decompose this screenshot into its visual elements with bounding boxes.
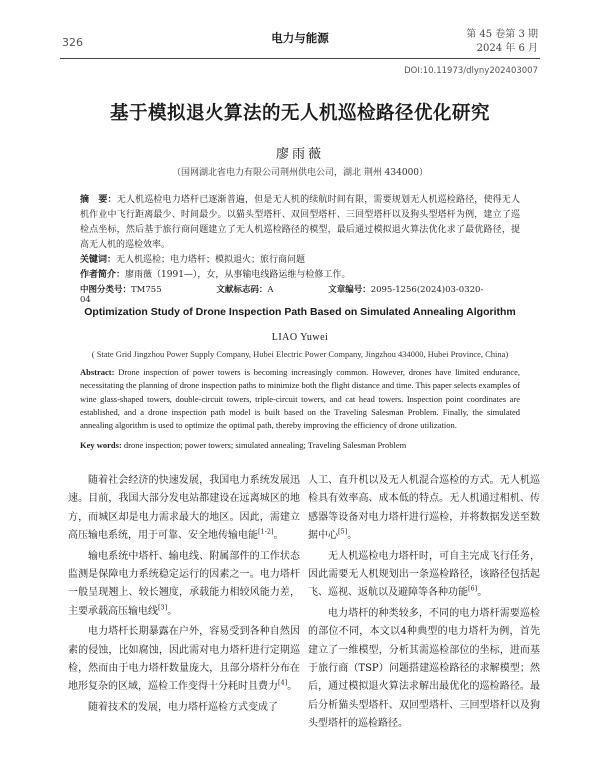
clc-value: TM755	[131, 285, 162, 295]
cn-keywords	[80, 253, 520, 268]
citation: [4]	[278, 679, 288, 688]
volume-issue: 第 45 卷第 3 期	[466, 29, 538, 40]
doi: DOI:10.11973/dlyny202403007	[404, 66, 538, 76]
body-column-right	[308, 472, 540, 736]
article-number-value: 2095-1256(2024)03-0320-04	[80, 285, 484, 305]
en-title: Optimization Study of Drone Inspection Path Based on Simulated Annealing Algorithm	[84, 306, 516, 318]
doc-code-label: 文献标志码：	[216, 285, 268, 295]
author-bio-label: 作者简介：	[80, 270, 126, 280]
clc-label: 中图分类号：	[80, 285, 132, 295]
journal-name: 电力与能源	[271, 31, 329, 45]
paper-title: 基于模拟退火算法的无人机巡检路径优化研究	[109, 103, 490, 124]
en-abstract	[80, 366, 520, 432]
paragraph: 电力塔杆的种类较多，不同的电力塔杆需要巡检的部位不同，本文以4种典型的电力塔杆为例，首先建立了一维模型，分析其需巡检部位的坐标，进而基于旅行商（TSP）问题搭建巡检路径的求解模型；然后，通过模拟退火算法求解出最优化的巡检路径。最后分析猫头型塔杆、双回型塔杆、三回型塔杆以及狗头型塔杆的巡检路径。	[308, 607, 540, 730]
paragraph: 电力塔杆长期暴露在户外，容易受到各种自然因素的侵蚀，比如腐蚀，因此需对电力塔杆进行定期巡检，然而由于电力塔杆数量庞大，且部分塔杆分布在地形复杂的区域，巡检工作变得十分耗时且费力[4]。	[68, 626, 300, 693]
author-bio-text: 廖雨薇（1991—），女，从事输电线路运维与检修工作。	[125, 270, 351, 280]
en-keywords	[80, 439, 520, 452]
page-number: 326	[62, 36, 83, 49]
cn-keywords-block	[80, 253, 520, 283]
citation: [3]	[158, 603, 168, 612]
paragraph: 随着技术的发展，电力塔杆巡检方式变成了	[88, 701, 278, 713]
en-keywords-label: Key words:	[80, 440, 122, 450]
en-abstract-label: Abstract:	[80, 367, 115, 377]
cn-abstract	[80, 193, 520, 253]
doc-code	[216, 285, 299, 295]
paragraph: 输电系统中塔杆、输电线、附属部件的工作状态监测是保障电力系统稳定运行的因素之一。电力塔杆一般呈现翘上、较长翘度，承载能力相较风能力差，主要承载高压输电线[3]。	[68, 550, 300, 617]
en-abstract-text: Drone inspection of power towers is becoming increasingly common. However, drones have limited endurance, necessitating the planning of drone inspection paths to minimize both the flight distance and time. This paper selects examples of wine glass-shaped towers, double-circuit towers, triple-circuit towers, and cat head towers. Inspection point coordinates are established, and a drone inspection path model is built based on the Traveling Salesman Problem. Finally, the simulated annealing algorithm is used to optimize the optimal path, thereby improving the efficiency of drone utilization.	[80, 367, 520, 431]
citation: [1-2]	[258, 527, 274, 536]
paragraph: 随着社会经济的快速发展，我国电力系统发展迅速。目前，我国大部分发电站都建设在远离城区的地方，而城区却是电力需求最大的地区。因此，需建立高压输电系统，用于可靠、安全地传输电能[1-2]。	[68, 475, 300, 542]
classification-line	[80, 283, 520, 305]
cn-abstract-text: 无人机巡检电力塔杆已逐渐普遍，但是无人机的续航时间有限，需要规划无人机巡检路径，使得无人机作业中飞行距离最少、时间最少。以猫头型塔杆、双回型塔杆、三回型塔杆以及狗头型塔杆为例，建立了巡检点坐标，然后基于旅行商问题建立了无人机巡检路径的模型，最后通过模拟退火算法优化求了最优路径，提高无人机的巡检效率。	[80, 195, 520, 250]
en-keywords-text: drone inspection; power towers; simulated annealing; Traveling Salesman Problem	[123, 440, 407, 450]
author: 廖雨薇	[275, 147, 324, 162]
citation: [6]	[468, 585, 478, 594]
header-divider	[60, 58, 540, 59]
paragraph: 无人机巡检电力塔杆时，可自主完成飞行任务，因此需要无人机规划出一条巡检路径，该路径包括起飞、巡视、返航以及避障等各种功能[6]。	[308, 550, 540, 599]
en-author: LIAO Yuwei	[271, 332, 329, 343]
cn-keywords-text: 无人机巡检；电力塔杆；模拟退火；旅行商问题	[116, 255, 306, 265]
cn-keywords-label: 关键词：	[80, 255, 117, 265]
doc-code-value: A	[267, 285, 274, 295]
en-affiliation: ( State Grid Jingzhou Power Supply Company, Hubei Electric Power Company, Jingzhou 434000, Hubei Province, China)	[91, 349, 509, 359]
cn-abstract-label: 摘 要：	[80, 195, 117, 205]
body-column-left	[68, 472, 300, 719]
volume-info	[466, 28, 538, 56]
clc	[80, 285, 188, 295]
paragraph: 人工、直升机以及无人机混合巡检的方式。无人机巡检具有效率高、成本低的特点。无人机通过相机、传感器等设备对电力塔杆进行巡检，并将数据发送至数据中心[5]。	[308, 475, 540, 542]
affiliation: （国网湖北省电力有限公司荆州供电公司，湖北 荆州 434000）	[171, 168, 429, 178]
issue-date: 2024 年 6 月	[476, 43, 538, 54]
citation: [5]	[338, 527, 348, 536]
article-number-label: 文章编号：	[328, 285, 371, 295]
author-bio	[80, 268, 520, 283]
